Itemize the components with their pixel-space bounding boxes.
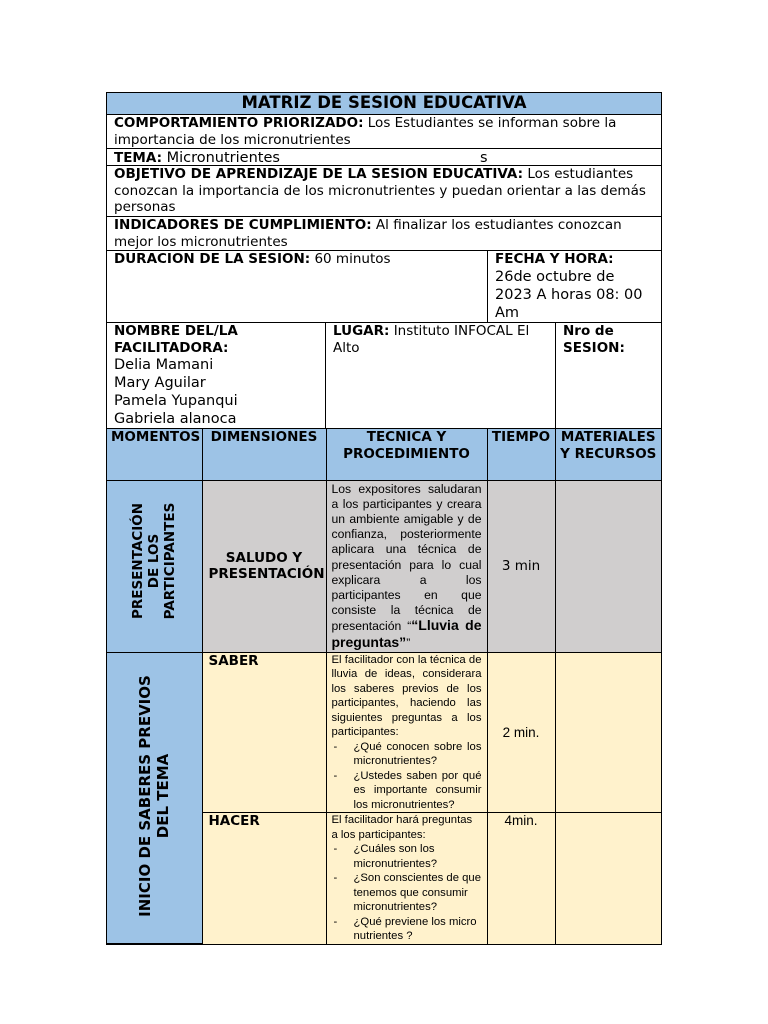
hacer-question-list [332, 842, 482, 944]
saber-question-list [332, 740, 482, 813]
objetivo-label: OBJETIVO DE APRENDIZAJE DE LA SESION EDUCATIVA: [114, 166, 524, 182]
hacer-dimension: HACER [202, 813, 326, 944]
presentacion-tiempo: 3 min [487, 480, 555, 652]
hacer-tecnica-text: El facilitador hará preguntas a los participantes: [331, 814, 473, 841]
header-dimensiones: DIMENSIONES [202, 429, 326, 480]
nro-sesion-cell [556, 323, 661, 428]
comportamiento-text: Los Estudiantes se informan sobre la importancia de los micronutrientes [114, 115, 617, 148]
header-momentos: MOMENTOS [107, 429, 202, 480]
saber-materiales [555, 652, 661, 813]
tema-stray: s [480, 150, 488, 166]
table-row [107, 480, 661, 652]
indicadores-text: Al finalizar los estudiantes conozcan mejor los micronutrientes [114, 217, 622, 250]
duracion-fecha-row [107, 251, 661, 323]
facilitadora-cell [107, 323, 326, 428]
saber-tecnica [326, 652, 487, 813]
presentacion-tecnica-text: Los expositores saludaran a los participantes y creara un ambiente amigable y de confianza, posteriormente aplicara una técnica de presentación para lo cual explicara a los participantes en que consiste la técnica de presentación “ [331, 481, 482, 634]
lugar-label: LUGAR: [333, 323, 390, 339]
facilitadora-name: Gabriela alanoca [114, 411, 237, 427]
duracion-cell [107, 251, 488, 322]
objetivo-row [107, 166, 661, 217]
list-item: - ¿Cuáles son los micronutrientes? [332, 842, 482, 871]
lugar-text: Instituto INFOCAL El Alto [333, 323, 530, 356]
facilitadora-name: Delia Mamani [114, 357, 214, 373]
facilitadora-label: NOMBRE DEL/LA FACILITADORA: [114, 323, 238, 356]
comportamiento-label: COMPORTAMIENTO PRIORIZADO: [114, 115, 364, 131]
list-item: - ¿Qué previene los micro nutrientes ? [332, 915, 482, 944]
header-tiempo: TIEMPO [487, 429, 555, 480]
tema-text: Micronutrientes [161, 150, 280, 166]
facilitadora-name: Pamela Yupanqui [114, 393, 238, 409]
fecha-cell [488, 251, 661, 322]
tema-row [107, 149, 661, 166]
presentacion-tecnica [326, 480, 487, 652]
hacer-tecnica [326, 813, 487, 944]
objetivo-text: Los estudiantes conozcan la importancia de los micronutrientes y puedan orientar a las demás personas [114, 166, 646, 215]
saber-tiempo: 2 min. [487, 652, 555, 813]
duracion-text: 60 minutos [310, 251, 391, 267]
document-title: MATRIZ DE SESION EDUCATIVA [107, 93, 661, 115]
presentacion-tecnica-end: ” [406, 635, 411, 650]
nro-sesion-label: Nro de SESION: [563, 323, 625, 356]
inicio-momento-cell [107, 652, 202, 944]
tema-label: TEMA: [114, 150, 162, 166]
hacer-tiempo: 4min. [487, 813, 555, 944]
header-materiales: MATERIALES Y RECURSOS [555, 429, 661, 480]
list-item: - ¿Ustedes saben por qué es importante consumir los micronutrientes? [332, 769, 482, 813]
facilitadora-lugar-row [107, 323, 661, 429]
inicio-momento: INICIO DE SABERES PREVIOS DEL TEMA [136, 675, 173, 918]
saber-dimension: SABER [202, 652, 326, 813]
lugar-cell [326, 323, 556, 428]
fecha-label: FECHA Y HORA: [495, 251, 614, 267]
table-header-row [107, 429, 661, 480]
list-item: - ¿Qué conocen sobre los micronutrientes? [332, 740, 482, 769]
comportamiento-row [107, 115, 661, 149]
saber-tecnica-text: El facilitador con la técnica de lluvia de ideas, considerara los saberes previos de los participantes, haciendo las siguientes preguntas a los participantes: [331, 653, 482, 739]
indicadores-row [107, 217, 661, 251]
indicadores-label: INDICADORES DE CUMPLIMIENTO: [114, 217, 372, 233]
list-item: - ¿Son conscientes de que tenemos que consumir micronutrientes? [332, 871, 482, 915]
presentacion-dimension: SALUDO Y PRESENTACIÓN [202, 480, 326, 652]
header-tecnica: TECNICA Y PROCEDIMIENTO [326, 429, 487, 480]
fecha-text: 26de octubre de 2023 A horas 08: 00 Am [495, 268, 643, 321]
hacer-materiales [555, 813, 661, 944]
presentacion-tecnica-bold: “Lluvia de preguntas” [331, 617, 482, 650]
presentacion-momento-cell [107, 480, 202, 652]
duracion-label: DURACION DE LA SESION: [114, 251, 311, 267]
facilitadora-name: Mary Aguilar [114, 375, 206, 391]
presentacion-materiales [555, 480, 661, 652]
presentacion-momento: PRESENTACIÓN DE LOS PARTICIPANTES [130, 502, 179, 620]
session-table [107, 429, 661, 944]
table-row [107, 652, 661, 813]
session-matrix-document [106, 92, 662, 945]
